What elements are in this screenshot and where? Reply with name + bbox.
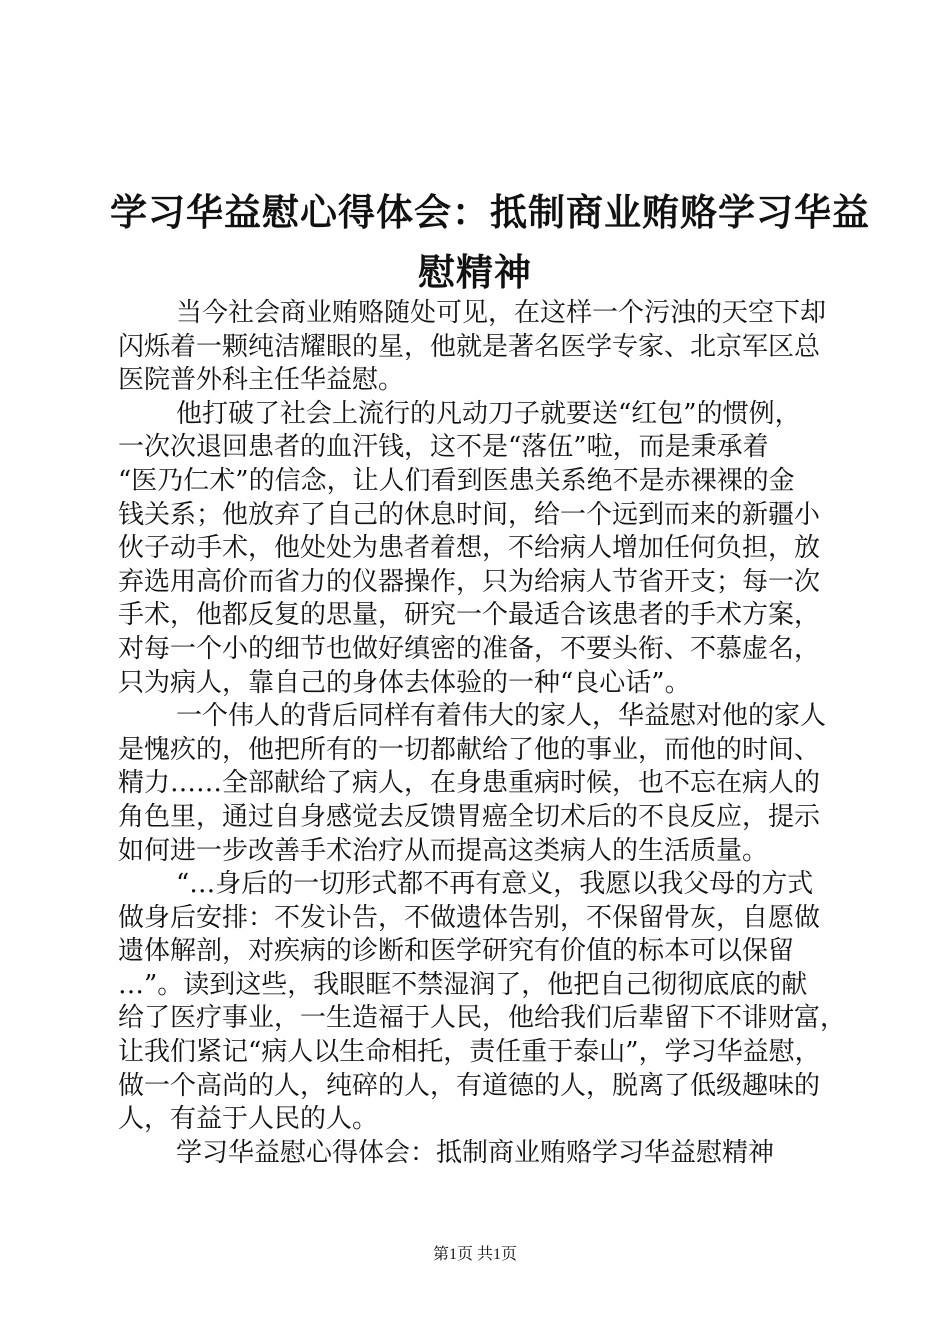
body-line: 角色里，通过自身感觉去反馈胃癌全切术后的不良反应，提示 [118, 801, 821, 832]
title-line-2: 慰精神 [418, 251, 532, 294]
document-body [118, 297, 847, 1170]
body-line: 遗体解剖，对疾病的诊断和医学研究有价值的标本可以保留 [118, 936, 795, 967]
body-line: 做一个高尚的人，纯碎的人，有道德的人，脱离了低级趣味的 [118, 1070, 821, 1101]
body-line: 当今社会商业贿赂随处可见，在这样一个污浊的天空下却 [176, 298, 827, 328]
title-line-1: 学习华益慰心得体会：抵制商业贿赂学习华益 [110, 191, 870, 234]
body-line: 人，有益于人民的人。 [118, 1104, 379, 1135]
body-line: 钱关系；他放弃了自己的休息时间，给一个远到而来的新疆小 [118, 499, 821, 530]
body-line: 让我们紧记“病人以生命相托，责任重于泰山”，学习华益慰， [118, 1037, 821, 1068]
body-line: 一次次退回患者的血汗钱，这不是“落伍”啦，而是秉承着 [118, 432, 769, 463]
body-line: 他打破了社会上流行的凡动刀子就要送“红包”的惯例， [176, 398, 801, 429]
body-line: 弃选用高价而省力的仪器操作，只为给病人节省开支；每一次 [118, 566, 821, 597]
body-line: 是愧疚的，他把所有的一切都献给了他的事业，而他的时间、 [118, 734, 821, 765]
body-line: 闪烁着一颗纯洁耀眼的星，他就是著名医学专家、北京军区总 [118, 331, 821, 362]
body-line: 精力……全部献给了病人，在身患重病时候，也不忘在病人的 [118, 768, 821, 799]
body-line: 给了医疗事业，一生造福于人民，他给我们后辈留下不诽财富， [118, 1003, 847, 1034]
document-title [110, 183, 870, 303]
body-line: 如何进一步改善手术治疗从而提高这类病人的生活质量。 [118, 835, 769, 866]
body-line: 医院普外科主任华益慰。 [118, 365, 405, 396]
body-line: “…身后的一切形式都不再有意义，我愿以我父母的方式 [176, 869, 814, 900]
body-line: 做身后安排：不发讣告，不做遗体告别，不保留骨灰，自愿做 [118, 902, 821, 933]
body-line: 学习华益慰心得体会：抵制商业贿赂学习华益慰精神 [176, 1137, 775, 1168]
body-line: 只为病人，靠自己的身体去体验的一种“良心话”。 [118, 667, 691, 698]
body-line: 手术，他都反复的思量，研究一个最适合该患者的手术方案， [118, 600, 821, 631]
page-footer: 第1页 共1页 [432, 1246, 517, 1263]
body-line: 对每一个小的细节也做好缜密的准备，不要头衔、不慕虚名， [118, 633, 821, 664]
body-line: 一个伟人的背后同样有着伟大的家人，华益慰对他的家人 [176, 701, 827, 732]
body-line: 伙子动手术，他处处为患者着想，不给病人增加任何负担，放 [118, 533, 821, 564]
body-line: …”。读到这些，我眼眶不禁湿润了，他把自己彻彻底底的献 [118, 969, 808, 1000]
body-line: “医乃仁术”的信念，让人们看到医患关系绝不是赤裸裸的金 [118, 465, 795, 496]
